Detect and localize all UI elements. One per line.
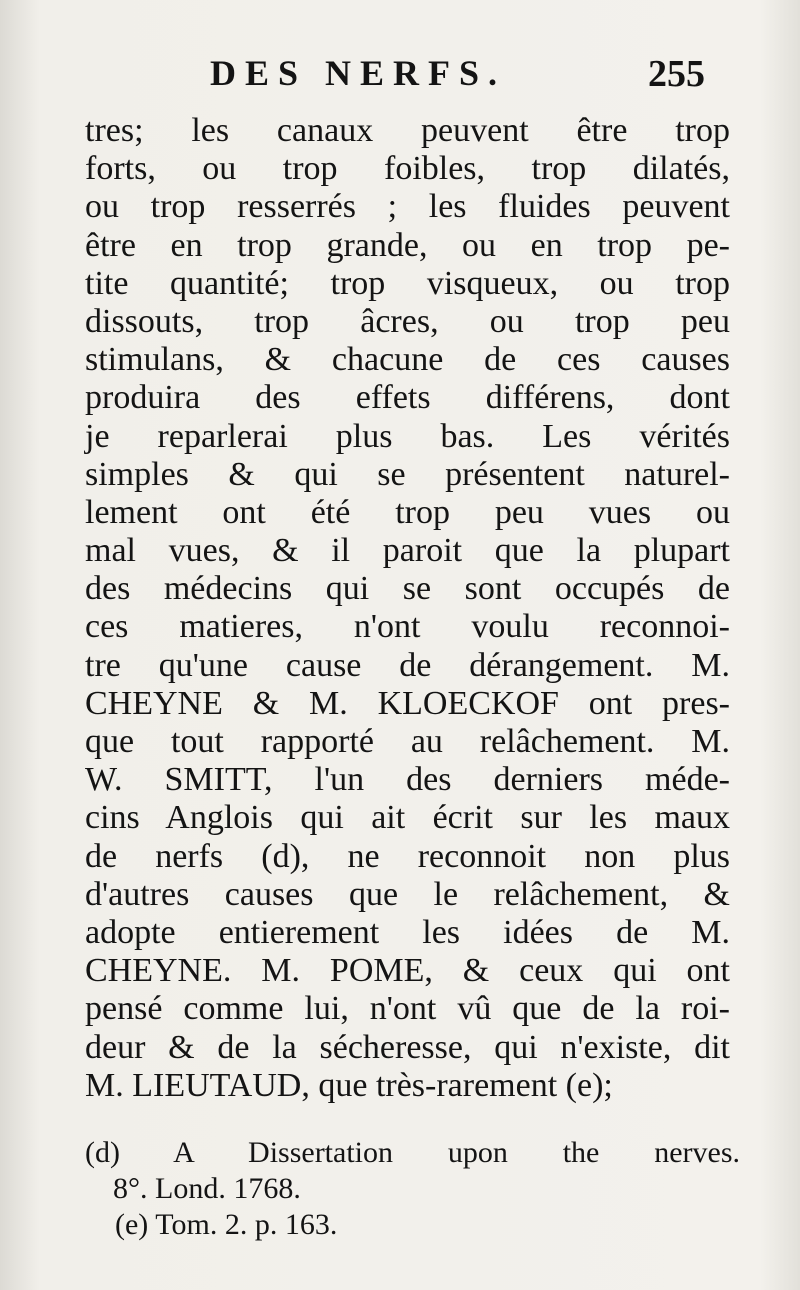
page-header [0, 52, 800, 102]
text-line: forts, ou trop foibles, trop dilatés, [85, 150, 730, 188]
text-line: je reparlerai plus bas. Les vérités [85, 417, 730, 455]
text-line: être en trop grande, ou en trop pe- [85, 226, 730, 264]
text-line: simples & qui se présentent naturel- [85, 455, 730, 493]
text-line: W. SMITT, l'un des derniers méde- [85, 761, 730, 799]
text-line: des médecins qui se sont occupés de [85, 570, 730, 608]
text-line: lement ont été trop peu vues ou [85, 493, 730, 531]
text-line: M. LIEUTAUD, que très-rarement (e); [85, 1066, 613, 1104]
footnote-d: (d) A Dissertation upon the nerves. [85, 1136, 740, 1169]
text-line: produira des effets différens, dont [85, 379, 730, 417]
text-line: tre qu'une cause de dérangement. M. [85, 646, 730, 684]
text-line: dissouts, trop âcres, ou trop peu [85, 302, 730, 340]
text-line: CHEYNE & M. KLOECKOF ont pres- [85, 684, 730, 722]
text-line: ou trop resserrés ; les fluides peuvent [85, 188, 730, 226]
text-line: cins Anglois qui ait écrit sur les maux [85, 799, 730, 837]
text-line: de nerfs (d), ne reconnoit non plus [85, 837, 730, 875]
text-line: deur & de la sécheresse, qui n'existe, dit [85, 1028, 730, 1066]
footnote-d-continued: 8°. Lond. 1768. [113, 1172, 301, 1205]
body-text [85, 112, 730, 1105]
text-line: d'autres causes que le relâchement, & [85, 875, 730, 913]
footnotes [85, 1135, 740, 1243]
text-line: ces matieres, n'ont voulu reconnoi- [85, 608, 730, 646]
text-line: tite quantité; trop visqueux, ou trop [85, 264, 730, 302]
page-number: 255 [648, 53, 705, 95]
text-line: stimulans, & chacune de ces causes [85, 341, 730, 379]
footnote-e: (e) Tom. 2. p. 163. [115, 1208, 338, 1241]
text-line: pensé comme lui, n'ont vû que de la roi- [85, 990, 730, 1028]
text-line: mal vues, & il paroit que la plupart [85, 532, 730, 570]
text-line: CHEYNE. M. POME, & ceux qui ont [85, 952, 730, 990]
text-line: adopte entierement les idées de M. [85, 913, 730, 951]
running-head: DES NERFS. [210, 53, 507, 93]
text-line: que tout rapporté au relâchement. M. [85, 723, 730, 760]
text-line: tres; les canaux peuvent être trop [85, 112, 730, 149]
